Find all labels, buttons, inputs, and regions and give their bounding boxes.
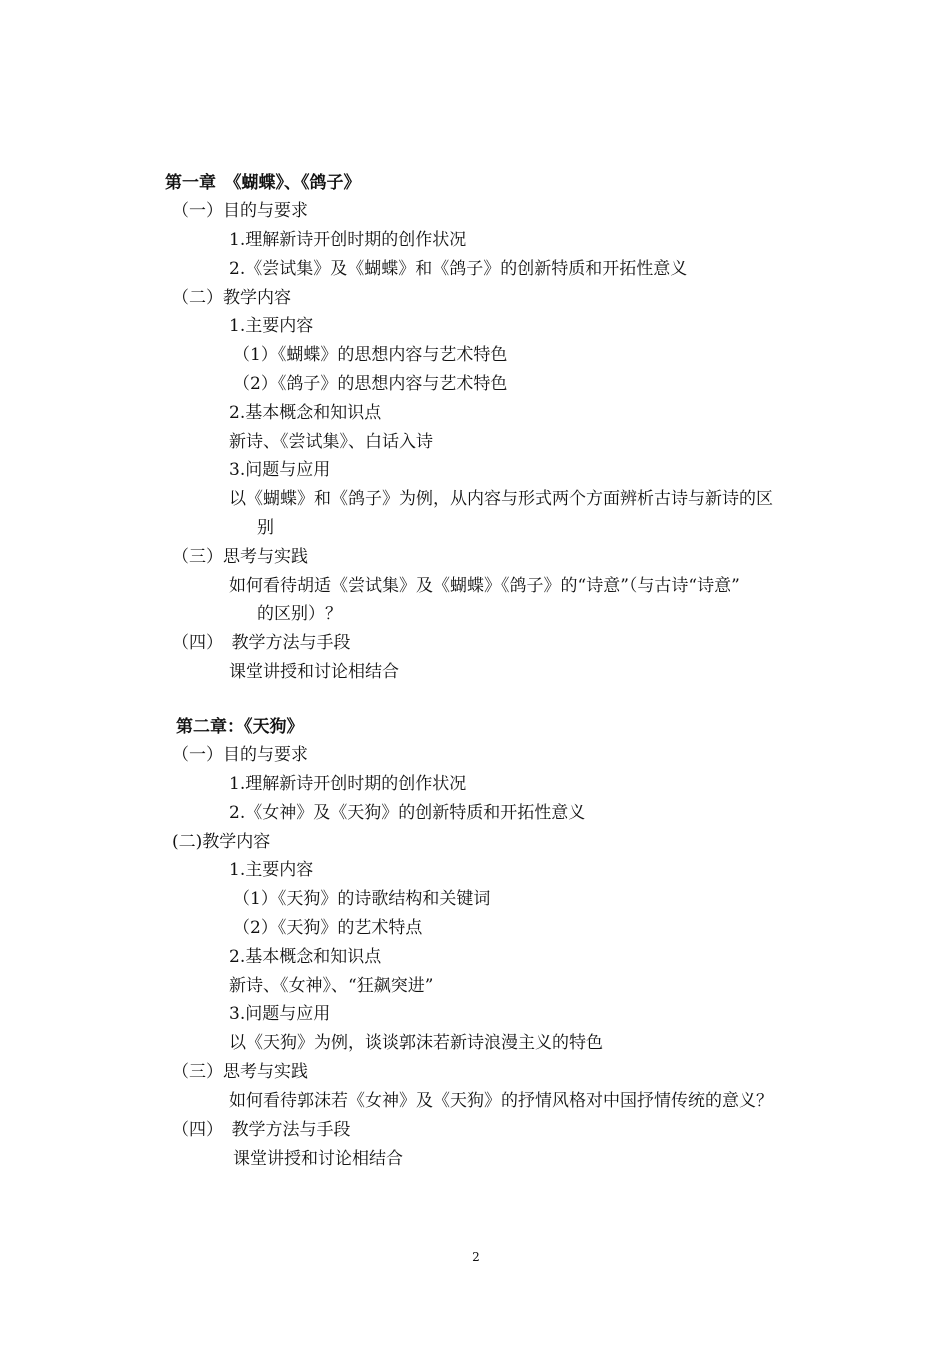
ch1-objective-1: 1.理解新诗开创时期的创作状况 <box>229 230 467 250</box>
ch1-objective-2: 2.《尝试集》及《蝴蝶》和《鸽子》的创新特质和开拓性意义 <box>229 259 688 279</box>
ch2-methods-text: 课堂讲授和讨论相结合 <box>233 1149 403 1169</box>
ch1-concepts-heading: 2.基本概念和知识点 <box>229 403 382 423</box>
ch2-concepts-text: 新诗、《女神》、“狂飙突进” <box>229 976 434 996</box>
ch1-section-methods: （四） 教学方法与手段 <box>172 633 351 653</box>
ch1-methods-text: 课堂讲授和讨论相结合 <box>229 662 399 682</box>
ch1-section-content: （二）教学内容 <box>172 288 291 308</box>
ch1-main-content: 1.主要内容 <box>229 316 314 336</box>
ch2-application-heading: 3.问题与应用 <box>229 1004 331 1024</box>
ch2-objective-2: 2.《女神》及《天狗》的创新特质和开拓性意义 <box>229 803 586 823</box>
ch2-section-methods: （四） 教学方法与手段 <box>172 1120 351 1140</box>
ch2-main-content: 1.主要内容 <box>229 860 314 880</box>
ch2-concepts-heading: 2.基本概念和知识点 <box>229 947 382 967</box>
ch2-objective-1: 1.理解新诗开创时期的创作状况 <box>229 774 467 794</box>
ch1-section-practice: （三）思考与实践 <box>172 547 308 567</box>
ch1-concepts-text: 新诗、《尝试集》、白话入诗 <box>229 432 433 452</box>
ch2-section-objectives: （一）目的与要求 <box>172 745 308 765</box>
ch2-content-sub-1: （1）《天狗》的诗歌结构和关键词 <box>233 889 491 909</box>
ch1-application-text-cont: 别 <box>257 518 274 538</box>
chapter1-title: 第一章 《蝴蝶》、《鸽子》 <box>165 173 361 193</box>
ch2-section-practice: （三）思考与实践 <box>172 1062 308 1082</box>
ch2-practice-text: 如何看待郭沫若《女神》及《天狗》的抒情风格对中国抒情传统的意义？ <box>229 1091 773 1111</box>
ch1-application-heading: 3.问题与应用 <box>229 460 331 480</box>
ch1-practice-text-cont: 的区别）？ <box>257 604 342 624</box>
ch2-application-text: 以《天狗》为例，谈谈郭沫若新诗浪漫主义的特色 <box>229 1033 603 1053</box>
ch1-application-text: 以《蝴蝶》和《鸽子》为例，从内容与形式两个方面辨析古诗与新诗的区 <box>229 489 773 509</box>
page-number: 2 <box>472 1250 480 1264</box>
ch1-section-objectives: （一）目的与要求 <box>172 201 308 221</box>
ch1-content-sub-2: （2）《鸽子》的思想内容与艺术特色 <box>233 374 508 394</box>
ch2-section-content: (二)教学内容 <box>172 832 271 852</box>
ch1-practice-text: 如何看待胡适《尝试集》及《蝴蝶》《鸽子》的“诗意”（与古诗“诗意” <box>229 576 740 596</box>
chapter2-title: 第二章：《天狗》 <box>176 717 304 737</box>
ch1-content-sub-1: （1）《蝴蝶》的思想内容与艺术特色 <box>233 345 508 365</box>
ch2-content-sub-2: （2）《天狗》的艺术特点 <box>233 918 423 938</box>
